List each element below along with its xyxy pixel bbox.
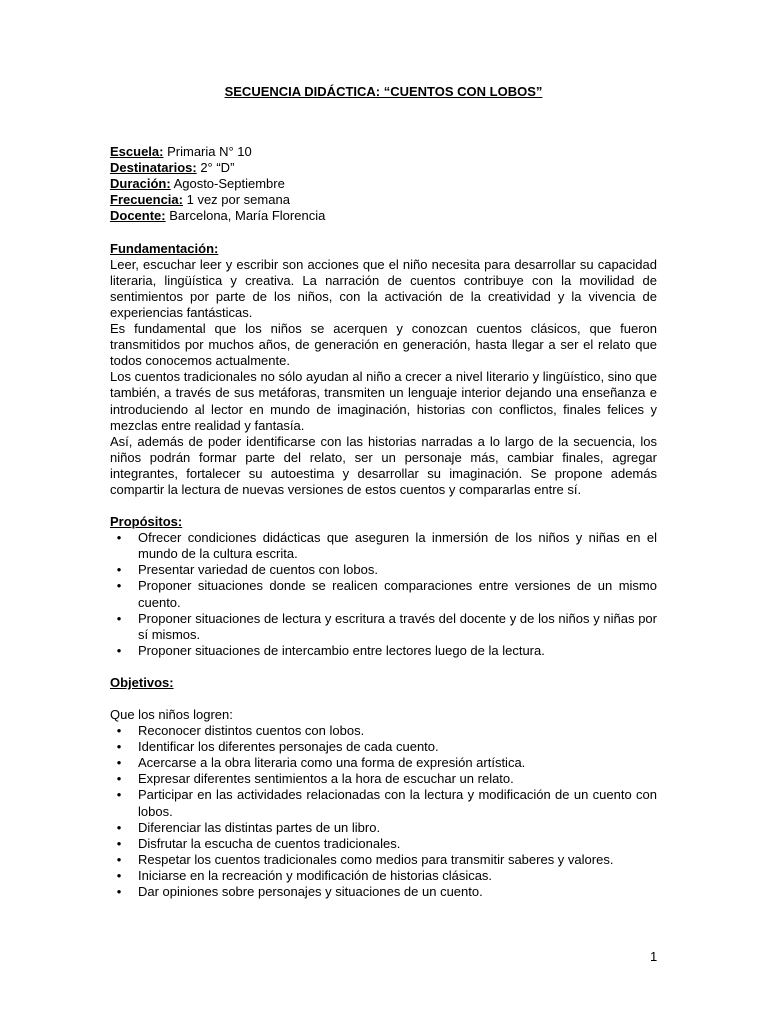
page-number: 1	[650, 949, 658, 964]
section-objetivos	[110, 675, 657, 900]
list-item-text: Expresar diferentes sentimientos a la hora de escuchar un relato.	[138, 771, 514, 787]
paragraph: Los cuentos tradicionales no sólo ayudan al niño a crecer a nivel literario y lingüístico, sino que también, a través de sus metáforas, transmiten un lenguaje interior dejando una enseñanza e introduciendo al lector en mundo de imaginación, historias con conflictos, finales felices y mezclas entre realidad y fantasía.	[110, 369, 657, 433]
bullet-icon: •	[116, 851, 122, 867]
bullet-icon: •	[116, 819, 122, 835]
objetivos-intro: Que los niños logren:	[110, 707, 233, 722]
list-item	[110, 820, 657, 836]
meta-value: 1 vez por semana	[182, 192, 290, 208]
list-item	[110, 562, 657, 578]
list-item	[110, 771, 657, 787]
list-item	[110, 868, 657, 884]
section-heading: Fundamentación:	[110, 240, 219, 256]
document-content	[110, 84, 657, 916]
list-item-text: Respetar los cuentos tradicionales como medios para transmitir saberes y valores.	[138, 851, 614, 867]
meta-duracion	[110, 176, 657, 192]
list-item	[110, 884, 657, 900]
bullet-icon: •	[116, 787, 122, 803]
list-item	[110, 852, 657, 868]
bullet-icon: •	[116, 723, 122, 739]
list-item	[110, 530, 657, 562]
list-item	[110, 787, 657, 819]
list-item-text: Reconocer distintos cuentos con lobos.	[138, 723, 365, 739]
meta-frecuencia	[110, 192, 657, 208]
bullet-icon: •	[116, 610, 122, 626]
metadata-block	[110, 144, 657, 224]
bullet-icon: •	[116, 755, 122, 771]
list-item	[110, 578, 657, 610]
list-item	[110, 755, 657, 771]
list-item-text: Identificar los diferentes personajes de cada cuento.	[138, 739, 439, 755]
paragraph: Leer, escuchar leer y escribir son acciones que el niño necesita para desarrollar su capacidad literaria, lingüística y creativa. La narración de cuentos contribuye con la movilidad de sentimientos por parte de los niños, con la activación de la creatividad y la vivencia de experiencias fantásticas.	[110, 256, 657, 320]
meta-label: Destinatarios:	[110, 160, 197, 176]
list-item	[110, 643, 657, 659]
bullet-icon: •	[116, 562, 122, 578]
list-item	[110, 836, 657, 852]
bullet-icon: •	[116, 642, 122, 658]
meta-escuela	[110, 144, 657, 160]
meta-value: 2° “D”	[196, 160, 235, 176]
list-item-text: Acercarse a la obra literaria como una forma de expresión artística.	[138, 755, 526, 771]
list-item	[110, 723, 657, 739]
list-item-text: Ofrecer condiciones didácticas que aseguren la inmersión de los niños y niñas en el mundo de la cultura escrita.	[138, 530, 657, 562]
list-item-text: Proponer situaciones de lectura y escritura a través del docente y de los niños y niñas por sí mismos.	[138, 610, 657, 642]
meta-label: Frecuencia:	[110, 192, 183, 208]
meta-value: Agosto-Septiembre	[170, 176, 285, 192]
meta-docente	[110, 208, 657, 224]
list-item-text: Proponer situaciones de intercambio entre lectores luego de la lectura.	[138, 642, 545, 658]
meta-value: Barcelona, María Florencia	[165, 208, 326, 224]
meta-value: Primaria N° 10	[163, 144, 252, 160]
paragraph: Así, además de poder identificarse con las historias narradas a lo largo de la secuencia, los niños podrán formar parte del relato, ser un personaje más, cambiar finales, agregar integrantes, fortalecer su autoestima y desarrollar su imaginación. Se propone además compartir la lectura de nuevas versiones de estos cuentos y compararlas entre sí.	[110, 433, 657, 497]
meta-destinatarios	[110, 160, 657, 176]
list-item-text: Disfrutar la escucha de cuentos tradicionales.	[138, 835, 401, 851]
list-item-text: Iniciarse en la recreación y modificación de historias clásicas.	[138, 867, 493, 883]
bullet-icon: •	[116, 884, 122, 900]
list-item	[110, 611, 657, 643]
list-item	[110, 739, 657, 755]
section-heading: Propósitos:	[110, 514, 183, 530]
document-title: SECUENCIA DIDÁCTICA: “CUENTOS CON LOBOS”	[224, 84, 543, 99]
objetivos-list	[110, 723, 657, 900]
paragraph: Es fundamental que los niños se acerquen y conozcan cuentos clásicos, que fueron transmitidos por muchos años, de generación en generación, hasta llegar a ser el relato que todos conocemos actualmente.	[110, 321, 657, 369]
list-item-text: Presentar variedad de cuentos con lobos.	[138, 562, 378, 578]
propositos-list	[110, 530, 657, 659]
section-fundamentacion	[110, 241, 657, 499]
bullet-icon: •	[116, 867, 122, 883]
section-heading: Objetivos:	[110, 674, 174, 690]
list-item-text: Participar en las actividades relacionadas con la lectura y modificación de un cuento con lobos.	[138, 787, 657, 819]
list-item-text: Proponer situaciones donde se realicen comparaciones entre versiones de un mismo cuento.	[138, 578, 657, 610]
bullet-icon: •	[116, 835, 122, 851]
bullet-icon: •	[116, 530, 122, 546]
meta-label: Docente:	[110, 208, 166, 224]
list-item-text: Dar opiniones sobre personajes y situaciones de un cuento.	[138, 884, 483, 900]
bullet-icon: •	[116, 771, 122, 787]
list-item-text: Diferenciar las distintas partes de un libro.	[138, 819, 381, 835]
bullet-icon: •	[116, 578, 122, 594]
meta-label: Escuela:	[110, 144, 164, 160]
section-propositos	[110, 514, 657, 659]
bullet-icon: •	[116, 739, 122, 755]
meta-label: Duración:	[110, 176, 171, 192]
